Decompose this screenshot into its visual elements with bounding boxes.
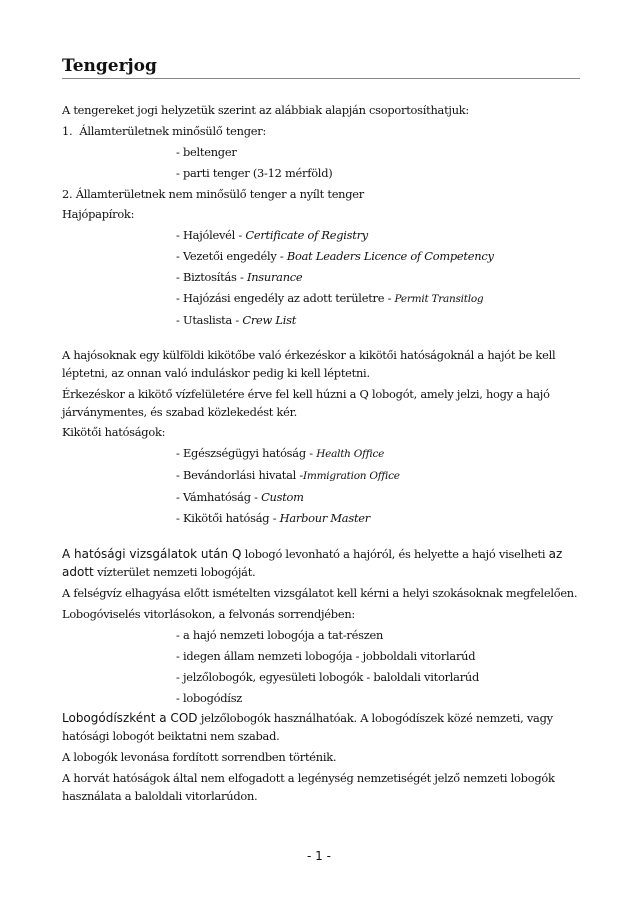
papers-item bbox=[62, 311, 580, 329]
flags-item: - idegen állam nemzeti lobogója - jobboldali vitorlarúd bbox=[176, 649, 476, 663]
inspection-text-2: vízterület nemzeti lobogóját. bbox=[93, 565, 256, 579]
papers-item-en: Insurance bbox=[246, 270, 303, 284]
intro-text: A tengereket jogi helyzetük szerint az alábbiak alapján csoportosíthatjuk: bbox=[62, 103, 470, 117]
papers-item-hu: - Hajózási engedély az adott területre - bbox=[176, 291, 395, 305]
flags-heading: Lobogóviselés vitorlásokon, a felvonás sorrendjében: bbox=[62, 607, 356, 621]
authorities-item-hu: - Bevándorlási hivatal - bbox=[176, 468, 303, 482]
group-1-item: - beltenger bbox=[176, 145, 237, 159]
papers-item-en: Boat Leaders Licence of Competency bbox=[286, 249, 494, 263]
papers-item bbox=[62, 268, 580, 286]
document-page bbox=[62, 56, 580, 805]
group-2-text: 2. Államterületnek nem minősülő tenger a nyílt tenger bbox=[62, 187, 364, 201]
cod-lead: Lobogódíszként a COD bbox=[62, 711, 198, 725]
authorities-item bbox=[62, 488, 580, 506]
inspection-lead: A hatósági vizsgálatok után Q bbox=[62, 547, 242, 561]
papers-item-hu: - Vezetői engedély - bbox=[176, 249, 287, 263]
authorities-item-hu: - Kikötői hatóság - bbox=[176, 511, 280, 525]
inspection-text: lobogó levonható a hajóról, és helyette a hajó viselheti bbox=[241, 547, 549, 561]
group-1-text: Államterületnek minősülő tenger: bbox=[79, 124, 267, 138]
papers-item-en: Permit Transitlog bbox=[394, 293, 484, 305]
paragraph-lowering: A lobogók levonása fordított sorrendben történik. bbox=[62, 750, 337, 764]
papers-item-en: Crew List bbox=[242, 313, 297, 327]
paragraph-departure: A felségvíz elhagyása előtt ismételten vizsgálatot kell kérni a helyi szokásoknak megfelelően. bbox=[62, 586, 578, 600]
flags-item: - a hajó nemzeti lobogója a tat-részen bbox=[176, 628, 384, 642]
paragraph-q-flag: Érkezéskor a kikötő vízfelületére érve fel kell húzni a Q lobogót, amely jelzi, hogy a hajó járványmentes, és szabad közlekedést kér. bbox=[62, 387, 550, 419]
papers-item-en: Certificate of Registry bbox=[245, 228, 368, 242]
paragraph-entry-exit: A hajósoknak egy külföldi kikötőbe való érkezéskor a kikötői hatóságoknál a hajót be kell léptetni, az onnan való induláskor pedig ki kell léptetni. bbox=[62, 348, 556, 380]
flags-item: - jelzőlobogók, egyesületi lobogók - baloldali vitorlarúd bbox=[176, 670, 480, 684]
authorities-heading: Kikötői hatóságok: bbox=[62, 425, 166, 439]
papers-item-hu: - Utaslista - bbox=[176, 313, 243, 327]
papers-heading: Hajópapírok: bbox=[62, 207, 135, 221]
authorities-item-hu: - Egészségügyi hatóság - bbox=[176, 446, 317, 460]
group-1-item: - parti tenger (3-12 mérföld) bbox=[176, 166, 333, 180]
authorities-item bbox=[62, 444, 580, 463]
papers-item bbox=[62, 289, 580, 308]
paragraph-cod bbox=[62, 709, 580, 745]
flags-item: - lobogódísz bbox=[176, 691, 243, 705]
paragraph-croatian: A horvát hatóságok által nem elfogadott a legénység nemzetiségét jelző nemzeti lobogók használata a baloldali vitorlarúdon. bbox=[62, 771, 555, 803]
paragraph-inspection bbox=[62, 545, 580, 581]
papers-item bbox=[62, 247, 580, 265]
cod-text: jelzőlobogók használhatóak. A lobogódíszek közé nemzeti, vagy hatósági lobogót beiktatni nem szabad. bbox=[62, 711, 553, 743]
page-title: Tengerjog bbox=[62, 56, 580, 79]
papers-item-hu: - Hajólevél - bbox=[176, 228, 246, 242]
group-1-heading bbox=[62, 122, 580, 140]
group-1-number: 1. bbox=[62, 124, 73, 138]
page-number: - 1 - bbox=[307, 849, 331, 863]
authorities-item bbox=[62, 466, 580, 485]
authorities-item-en: Custom bbox=[261, 490, 304, 504]
inspection-lead-2: az adott bbox=[62, 547, 563, 579]
authorities-item bbox=[62, 509, 580, 527]
papers-item bbox=[62, 226, 580, 244]
authorities-item-en: Immigration Office bbox=[302, 470, 400, 482]
papers-item-hu: - Biztosítás - bbox=[176, 270, 247, 284]
authorities-item-hu: - Vámhatóság - bbox=[176, 490, 262, 504]
authorities-item-en: Health Office bbox=[316, 448, 385, 460]
authorities-item-en: Harbour Master bbox=[279, 511, 370, 525]
